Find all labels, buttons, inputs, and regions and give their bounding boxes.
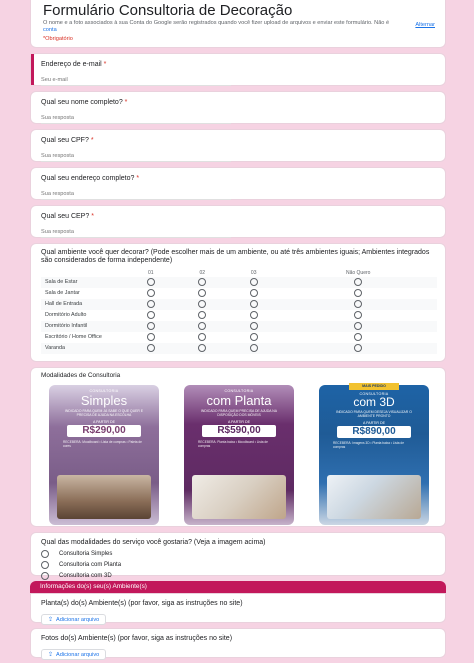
grid-column-header: 03 <box>250 270 257 276</box>
grid-cell <box>228 321 279 332</box>
plan-panel-planta <box>184 385 294 525</box>
grid-row-label: Hall de Entrada <box>41 299 125 310</box>
grid-row-label: Dormitório Infantil <box>41 321 125 332</box>
grid-cell <box>176 332 227 343</box>
active-accent-bar <box>31 54 34 85</box>
plan-panel-3d <box>319 385 429 525</box>
radio-option-label: Consultoria com 3D <box>59 573 112 579</box>
grid-row-label: Sala de Estar <box>41 277 125 288</box>
grid-cell <box>176 288 227 299</box>
radio-option-simples[interactable] <box>41 550 435 558</box>
question-label: Fotos do(s) Ambiente(s) (por favor, siga as instruções no site) <box>41 635 233 642</box>
grid-cell <box>176 299 227 310</box>
grid-radio-button[interactable] <box>198 278 206 286</box>
grid-radio-button[interactable] <box>147 344 155 352</box>
plan-name: com Planta <box>206 393 272 408</box>
radio-grid <box>41 269 437 354</box>
form-title: Formulário Consultoria de Decoração <box>43 2 293 19</box>
upload-icon: ⇪ <box>48 617 54 623</box>
grid-row <box>41 288 437 299</box>
grid-cell <box>176 277 227 288</box>
grid-radio-button[interactable] <box>250 278 258 286</box>
radio-button[interactable] <box>41 561 49 569</box>
grid-radio-button[interactable] <box>250 289 258 297</box>
plan-from-label: A PARTIR DE <box>227 420 251 424</box>
plan-photo <box>327 475 421 519</box>
plan-from-label: A PARTIR DE <box>362 421 386 425</box>
grid-radio-button[interactable] <box>198 322 206 330</box>
question-fotos-upload <box>30 628 446 658</box>
grid-cell <box>279 277 437 288</box>
grid-column-header: Não Quero <box>345 270 371 276</box>
grid-radio-button[interactable] <box>147 311 155 319</box>
account-link[interactable]: conta <box>43 27 57 33</box>
add-file-label: Adicionar arquivo <box>56 616 100 623</box>
grid-row <box>41 277 437 288</box>
plan-features: RECEBERÁ: Moodboard • Lista de compras • Paleta de cores <box>63 440 142 448</box>
grid-row-label: Dormitório Adulto <box>45 311 87 318</box>
grid-radio-button[interactable] <box>250 344 258 352</box>
grid-radio-button[interactable] <box>354 300 362 308</box>
grid-cell <box>279 288 437 299</box>
question-email <box>30 53 446 86</box>
grid-row <box>41 299 437 310</box>
account-notice-text: O nome e a foto associados à sua Conta do Google serão registrados quando você fizer upload de arquivos e enviar este formulário. Não é <box>43 20 390 26</box>
add-file-button[interactable] <box>41 649 106 660</box>
grid-cell <box>279 310 437 321</box>
grid-corner <box>41 269 125 277</box>
grid-radio-button[interactable] <box>354 322 362 330</box>
grid-cell <box>228 310 279 321</box>
grid-cell <box>176 343 227 354</box>
grid-cell <box>125 299 176 310</box>
add-file-button[interactable] <box>41 614 106 625</box>
cpf-input[interactable] <box>41 153 231 162</box>
grid-radio-button[interactable] <box>147 333 155 341</box>
question-label: Qual seu CEP? * <box>41 213 94 220</box>
grid-row-label: Sala de Jantar <box>45 289 80 296</box>
grid-cell <box>279 343 437 354</box>
section-title: Informações do(s) seu(s) Ambiente(s) <box>30 581 446 593</box>
plan-description: INDICADO PARA QUEM DESEJA VISUALIZAR O AMBIENTE PRONTO <box>336 410 412 418</box>
grid-radio-button[interactable] <box>198 300 206 308</box>
grid-cell <box>125 343 176 354</box>
grid-radio-button[interactable] <box>147 322 155 330</box>
grid-row <box>41 343 437 354</box>
plan-price: R$290,00 <box>67 425 141 437</box>
grid-cell <box>125 310 176 321</box>
grid-cell <box>125 332 176 343</box>
grid-radio-button[interactable] <box>354 344 362 352</box>
grid-cell <box>176 321 227 332</box>
plan-features: RECEBERÁ: Imagens 3D • Planta baixa • Lista de compras <box>333 441 404 449</box>
plan-badge: CONSULTORIA <box>89 389 119 393</box>
grid-cell <box>228 277 279 288</box>
radio-option-label: Consultoria com Planta <box>59 562 122 568</box>
radio-button[interactable] <box>41 572 49 580</box>
question-ambiente-grid <box>30 243 446 362</box>
grid-cell <box>279 299 437 310</box>
grid-cell <box>228 299 279 310</box>
plan-badge: CONSULTORIA <box>359 392 389 396</box>
plan-description: INDICADO PARA QUEM JÁ SABE O QUE QUER E PRECISA DE AJUDA NA ESCOLHA <box>64 409 144 417</box>
grid-radio-button[interactable] <box>354 311 362 319</box>
question-label: Qual seu endereço completo? * <box>41 175 140 182</box>
question-label: Endereço de e-mail * <box>41 61 107 68</box>
grid-cell <box>279 321 437 332</box>
add-file-label: Adicionar arquivo <box>56 651 100 658</box>
question-planta-upload <box>30 593 446 623</box>
question-cpf <box>30 129 446 162</box>
grid-radio-button[interactable] <box>250 300 258 308</box>
image-title: Modalidades de Consultoria <box>41 372 121 379</box>
grid-column-header: 01 <box>147 270 154 276</box>
grid-cell <box>125 277 176 288</box>
most-requested-badge: MAIS PEDIDO <box>349 383 399 390</box>
grid-radio-button[interactable] <box>354 278 362 286</box>
question-cep <box>30 205 446 238</box>
radio-option-3d[interactable] <box>41 572 435 580</box>
question-endereco <box>30 167 446 200</box>
form-container <box>30 0 446 663</box>
grid-cell <box>228 288 279 299</box>
modalidades-image-card <box>30 367 446 527</box>
plan-panel-simples <box>49 385 159 525</box>
nome-input[interactable] <box>41 115 231 124</box>
question-label: Qual seu CPF? * <box>41 137 94 144</box>
account-notice <box>43 20 393 34</box>
grid-cell <box>125 288 176 299</box>
email-field[interactable] <box>41 77 231 86</box>
question-label: Qual ambiente você quer decorar? (Pode escolher mais de um ambiente, ou até três ambientes iguais; Ambientes integrados são considerados de forma independente) <box>41 249 430 264</box>
question-label: Qual seu nome completo? * <box>41 99 128 106</box>
grid-radio-button[interactable] <box>147 278 155 286</box>
grid-cell <box>228 343 279 354</box>
grid-row-label: Escritório / Home Office <box>45 333 102 340</box>
modalidades-image <box>49 385 429 525</box>
upload-icon: ⇪ <box>48 652 54 658</box>
grid-cell <box>279 332 437 343</box>
cep-input[interactable] <box>41 229 231 238</box>
grid-radio-button[interactable] <box>354 333 362 341</box>
grid-radio-button[interactable] <box>250 311 258 319</box>
question-nome <box>30 91 446 124</box>
grid-row <box>41 332 437 343</box>
grid-radio-button[interactable] <box>250 322 258 330</box>
grid-radio-button[interactable] <box>250 333 258 341</box>
plan-name: Simples <box>80 393 128 408</box>
grid-cell <box>125 321 176 332</box>
grid-radio-button[interactable] <box>198 333 206 341</box>
radio-option-label: Consultoria Simples <box>59 551 113 557</box>
grid-radio-button[interactable] <box>198 311 206 319</box>
question-label: Planta(s) do(s) Ambiente(s) (por favor, siga as instruções no site) <box>41 600 243 607</box>
switch-account-link[interactable]: Alternar <box>415 22 435 28</box>
plan-badge: CONSULTORIA <box>224 389 254 393</box>
grid-cell <box>176 310 227 321</box>
question-label: Qual das modalidades do serviço você gostaria? (Veja a imagem acima) <box>41 539 266 546</box>
grid-row-label: Varanda <box>41 343 125 354</box>
plan-photo <box>57 475 151 519</box>
endereco-input[interactable] <box>41 191 231 200</box>
grid-row <box>41 321 437 332</box>
grid-radio-button[interactable] <box>198 344 206 352</box>
grid-radio-button[interactable] <box>198 289 206 297</box>
grid-column-header: 02 <box>199 270 205 276</box>
plan-from-label: A PARTIR DE <box>92 420 116 424</box>
form-header-card <box>30 0 446 48</box>
grid-radio-button[interactable] <box>354 289 362 297</box>
plan-price: R$890,00 <box>337 426 411 438</box>
plan-name: com 3D <box>353 395 395 409</box>
grid-radio-button[interactable] <box>147 300 155 308</box>
grid-row <box>41 310 437 321</box>
grid-radio-button[interactable] <box>147 289 155 297</box>
section-ambientes <box>30 581 446 623</box>
question-servico <box>30 532 446 579</box>
plan-features: RECEBERÁ: Planta baixa • Moodboard • Lista de compras <box>198 440 268 448</box>
grid-cell <box>228 332 279 343</box>
plan-description: INDICADO PARA QUEM PRECISA DE AJUDA NA DISPOSIÇÃO DOS MÓVEIS <box>200 409 278 417</box>
radio-option-planta[interactable] <box>41 561 435 569</box>
required-hint: *Obrigatório <box>43 36 73 42</box>
radio-button[interactable] <box>41 550 49 558</box>
plan-photo <box>192 475 286 519</box>
plan-price: R$590,00 <box>202 425 276 437</box>
